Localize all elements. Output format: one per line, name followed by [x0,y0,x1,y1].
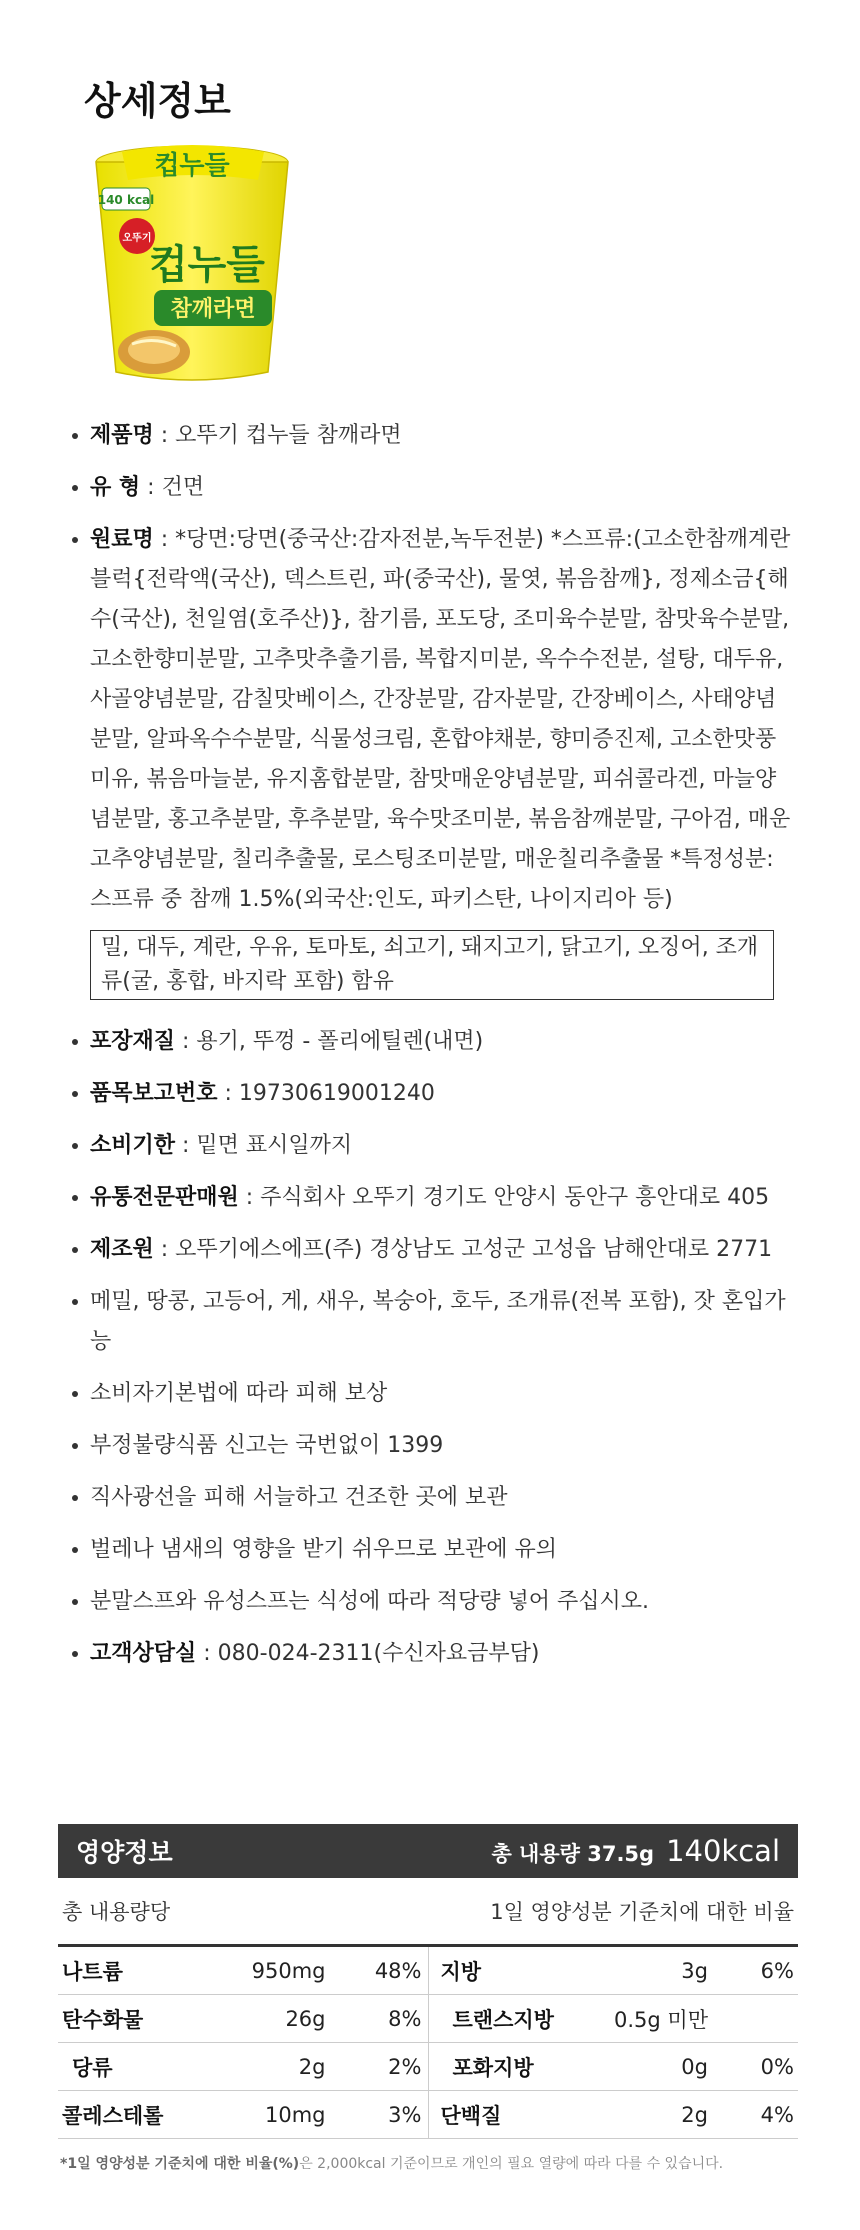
notice-report-hotline: 부정불량식품 신고는 국번없이 1399 [72,1426,792,1466]
notice-soup-usage: 분말스프와 유성스프는 식성에 따라 적당량 넣어 주십시오. [72,1582,792,1622]
nutrient-row: 콜레스테롤 10mg 3% [58,2091,428,2139]
nutrient-row: 지방 3g 6% [429,1947,799,1995]
nutrient-row: 나트륨 950mg 48% [58,1947,428,1995]
nutrient-row: 당류 2g 2% [58,2043,428,2091]
info-manufacturer: 제조원 : 오뚜기에스에프(주) 경상남도 고성군 고성읍 남해안대로 2771 [72,1230,792,1270]
nutrition-total-weight: 총 내용량 37.5g [491,1842,655,1866]
product-info-list [72,416,792,1686]
notice-compensation: 소비자기본법에 따라 피해 보상 [72,1374,792,1414]
nutrition-right-column [429,1947,799,2139]
info-report-number: 품목보고번호 : 19730619001240 [72,1074,792,1114]
allergen-box: 밀, 대두, 계란, 우유, 토마토, 쇠고기, 돼지고기, 닭고기, 오징어, 조개류(굴, 홍합, 바지락 포함) 함유 [90,930,774,1000]
nutrient-row: 단백질 2g 4% [429,2091,799,2139]
info-product-name: 제품명 : 오뚜기 컵누들 참깨라면 [72,416,792,456]
page-title: 상세정보 [84,79,231,123]
nutrition-header [58,1824,798,1878]
notice-storage-caution: 벌레나 냄새의 영향을 받기 쉬우므로 보관에 유의 [72,1530,792,1570]
nutrient-row: 포화지방 0g 0% [429,2043,799,2091]
info-type: 유 형 : 건면 [72,468,792,508]
nutrition-left-column [58,1947,429,2139]
nutrition-subheader [58,1878,798,1947]
nutrition-facts-table [58,1824,798,2173]
info-ingredients: 원료명 : *당면:당면(중국산:감자전분,녹두전분) *스프류:(고소한참깨계란블럭{전락액(국산), 덱스트린, 파(중국산), 물엿, 볶음참깨}, 정제소금{해수(국산), 천일염(호주산)}, 참기름, 포도당, 조미육수분말, 참맛육수분말, 고소한향미분말, 고추맛추출기름, 복합지미분, 옥수수전분, 설탕, 대두유, 사골양념분말, 감칠맛베이스, 간장분말, 감자분말, 간장베이스, 사태양념분말, 알파옥수수분말, 식물성크림, 혼합야채분, 향미증진제, 고소한맛풍미유, 볶음마늘분, 유지홈합분말, 참맛매운양념분말, 피쉬콜라겐, 마늘양념분말, 홍고추분말, 후추분말, 육수맛조미분, 볶음참깨분말, 구아검, 매운고추양념분말, 칠리추출물, 로스팅조미분말, 매운칠리추출물 *특정성분:스프류 중 참깨 1.5%(외국산:인도, 파키스탄, 나이지리아 등) [72,520,792,920]
info-expiry: 소비기한 : 밑면 표시일까지 [72,1126,792,1166]
nutrition-title: 영양정보 [76,1838,173,1867]
nutrient-row: 탄수화물 26g 8% [58,1995,428,2043]
info-distributor: 유통전문판매원 : 주식회사 오뚜기 경기도 안양시 동안구 흥안대로 405 [72,1178,792,1218]
kcal-badge: 140 kcal [97,193,155,207]
info-customer-center: 고객상담실 : 080-024-2311(수신자요금부담) [72,1634,792,1674]
nutrient-row: 트랜스지방 0.5g 미만 [429,1995,799,2043]
cup-lid-logo: 컵누들 [154,151,230,181]
daily-value-label: 1일 영양성분 기준치에 대한 비율 [490,1900,794,1924]
maker-logo-icon: 오뚜기 [122,233,152,244]
per-total-label: 총 내용량당 [62,1900,171,1924]
nutrition-footnote: *1일 영양성분 기준치에 대한 비율(%)은 2,000kcal 기준이므로 개인의 필요 열량에 따라 다를 수 있습니다. [60,2156,724,2172]
product-cup-image [82,140,302,390]
nutrition-kcal: 140kcal [666,1834,780,1868]
info-packaging: 포장재질 : 용기, 뚜껑 - 폴리에틸렌(내면) [72,1022,792,1062]
notice-storage: 직사광선을 피해 서늘하고 건조한 곳에 보관 [72,1478,792,1518]
cup-brand-text: 컵누들 [149,242,265,288]
cup-flavor-text: 참깨라면 [170,297,256,322]
notice-cross-contamination: 메밀, 땅콩, 고등어, 게, 새우, 복숭아, 호두, 조개류(전복 포함), 잣 혼입가능 [72,1282,792,1362]
